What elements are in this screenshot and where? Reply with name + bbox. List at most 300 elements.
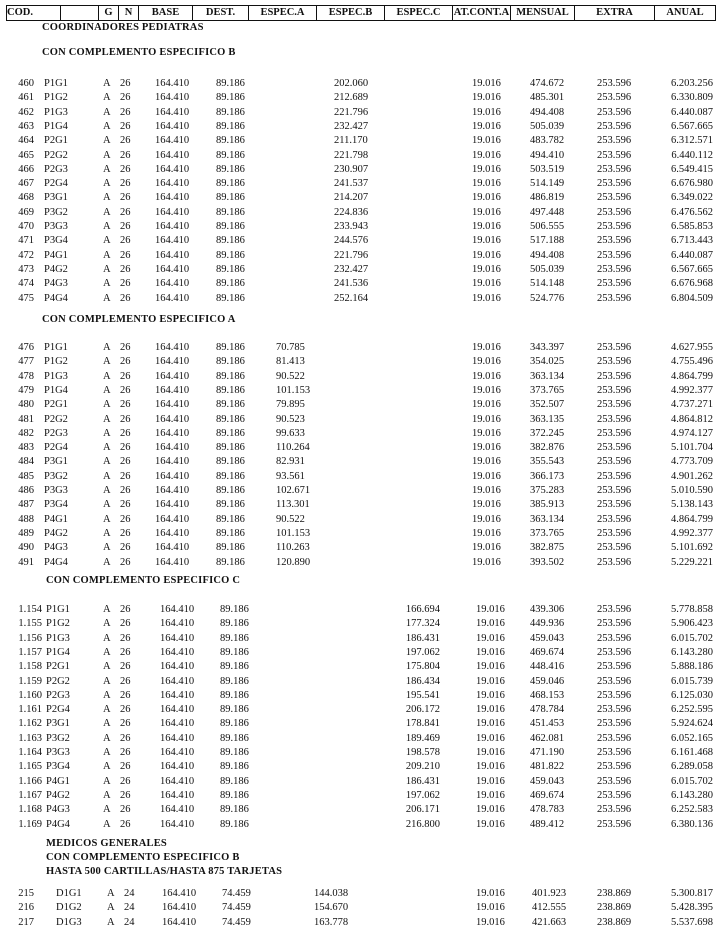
cell-especc: 216.800 bbox=[405, 818, 440, 830]
cell-cod: 472 bbox=[18, 249, 34, 261]
cell-dest: 89.186 bbox=[216, 235, 245, 247]
cell-atcont: 19.016 bbox=[472, 120, 501, 132]
cell-cat: D1G3 bbox=[56, 916, 82, 928]
table-row bbox=[0, 413, 720, 427]
cell-cat: P1G2 bbox=[44, 356, 68, 368]
cell-mensual: 468.153 bbox=[530, 689, 565, 701]
cell-atcont: 19.016 bbox=[476, 718, 505, 730]
cell-n: 26 bbox=[120, 789, 131, 801]
cell-especa: 101.153 bbox=[276, 384, 311, 396]
cell-atcont: 19.016 bbox=[472, 442, 501, 454]
cell-anual: 6.143.280 bbox=[671, 789, 713, 801]
cell-cat: P1G3 bbox=[44, 106, 68, 118]
cell-dest: 89.186 bbox=[216, 556, 245, 568]
cell-base: 164.410 bbox=[155, 556, 190, 568]
cell-cat: P3G4 bbox=[44, 499, 68, 511]
cell-cod: 217 bbox=[18, 916, 34, 928]
cell-base: 164.410 bbox=[160, 718, 195, 730]
cell-cod: 215 bbox=[18, 888, 34, 899]
cell-cod: 1.157 bbox=[18, 646, 42, 658]
cell-anual: 4.901.262 bbox=[671, 470, 713, 482]
section-title: CON COMPLEMENTO ESPECIFICO B bbox=[42, 47, 236, 58]
cell-cod: 483 bbox=[18, 442, 34, 454]
cell-cat: P1G3 bbox=[44, 370, 68, 382]
cell-cod: 1.165 bbox=[18, 761, 42, 773]
cell-n: 26 bbox=[120, 632, 131, 644]
cell-anual: 6.252.595 bbox=[671, 704, 713, 716]
cell-g: A bbox=[103, 249, 111, 261]
cell-g: A bbox=[103, 135, 111, 147]
table-row bbox=[0, 341, 720, 355]
cell-extra: 253.596 bbox=[597, 370, 632, 382]
cell-g: A bbox=[107, 888, 115, 899]
cell-g: A bbox=[103, 499, 111, 511]
cell-cod: 1.158 bbox=[18, 661, 42, 673]
cell-g: A bbox=[107, 902, 115, 914]
cell-anual: 4.773.709 bbox=[671, 456, 713, 468]
header-espec-c: ESPEC.C bbox=[385, 6, 453, 20]
cell-cat: P4G4 bbox=[44, 292, 68, 304]
cell-anual: 5.300.817 bbox=[671, 888, 713, 899]
cell-extra: 253.596 bbox=[597, 206, 632, 218]
cell-especb: 241.536 bbox=[334, 278, 369, 290]
cell-especb: 252.164 bbox=[334, 292, 369, 304]
cell-especb: 221.796 bbox=[334, 106, 369, 118]
cell-g: A bbox=[103, 413, 111, 425]
cell-dest: 89.186 bbox=[220, 689, 249, 701]
cell-anual: 6.252.583 bbox=[671, 804, 713, 816]
header-cod: COD. bbox=[7, 6, 61, 20]
cell-mensual: 382.875 bbox=[530, 542, 565, 554]
table-row bbox=[0, 556, 720, 570]
cell-atcont: 19.016 bbox=[476, 632, 505, 644]
cell-base: 164.410 bbox=[155, 235, 190, 247]
cell-mensual: 497.448 bbox=[530, 206, 565, 218]
cell-cod: 1.159 bbox=[18, 675, 42, 687]
cell-especa: 81.413 bbox=[276, 356, 305, 368]
cell-g: A bbox=[107, 916, 115, 928]
cell-n: 26 bbox=[120, 646, 131, 658]
cell-base: 164.410 bbox=[160, 761, 195, 773]
cell-atcont: 19.016 bbox=[476, 902, 505, 914]
cell-cat: P4G4 bbox=[44, 556, 68, 568]
cell-especa: 90.523 bbox=[276, 413, 305, 425]
cell-especb: 163.778 bbox=[314, 916, 349, 928]
cell-g: A bbox=[103, 485, 111, 496]
table-row bbox=[0, 384, 720, 398]
cell-atcont: 19.016 bbox=[476, 775, 505, 787]
cell-extra: 253.596 bbox=[597, 618, 632, 630]
cell-especb: 154.670 bbox=[314, 902, 349, 914]
cell-atcont: 19.016 bbox=[476, 618, 505, 630]
cell-g: A bbox=[103, 106, 111, 118]
cell-anual: 6.161.468 bbox=[671, 747, 713, 758]
cell-cod: 473 bbox=[18, 263, 34, 275]
table-row bbox=[0, 689, 720, 703]
cell-cod: 1.162 bbox=[18, 718, 42, 730]
cell-g: A bbox=[103, 675, 111, 687]
cell-especb: 224.836 bbox=[334, 206, 369, 218]
cell-cod: 1.155 bbox=[18, 618, 42, 630]
cell-mensual: 494.408 bbox=[530, 249, 565, 261]
cell-atcont: 19.016 bbox=[472, 485, 501, 496]
cell-base: 164.410 bbox=[155, 342, 190, 353]
cell-especa: 102.671 bbox=[276, 485, 311, 496]
cell-especc: 186.431 bbox=[405, 775, 440, 787]
cell-anual: 6.676.980 bbox=[671, 178, 713, 190]
cell-dest: 89.186 bbox=[216, 442, 245, 454]
cell-g: A bbox=[103, 384, 111, 396]
cell-g: A bbox=[103, 632, 111, 644]
cell-cat: D1G2 bbox=[56, 902, 82, 914]
cell-extra: 253.596 bbox=[597, 675, 632, 687]
cell-atcont: 19.016 bbox=[472, 513, 501, 525]
table-row bbox=[0, 498, 720, 512]
cell-especb: 232.427 bbox=[334, 263, 369, 275]
cell-dest: 89.186 bbox=[220, 704, 249, 716]
cell-atcont: 19.016 bbox=[472, 356, 501, 368]
cell-especb: 212.689 bbox=[334, 92, 369, 104]
cell-cod: 469 bbox=[18, 206, 34, 218]
cell-base: 164.410 bbox=[155, 120, 190, 132]
cell-g: A bbox=[103, 704, 111, 716]
cell-anual: 4.864.799 bbox=[671, 370, 713, 382]
table-row bbox=[0, 603, 720, 617]
cell-n: 26 bbox=[120, 235, 131, 247]
header-mensual: MENSUAL bbox=[511, 6, 575, 20]
cell-extra: 253.596 bbox=[597, 221, 632, 232]
table-row bbox=[0, 277, 720, 291]
cell-base: 164.410 bbox=[155, 399, 190, 411]
cell-cod: 475 bbox=[18, 292, 34, 304]
cell-extra: 253.596 bbox=[597, 556, 632, 568]
cell-n: 26 bbox=[120, 292, 131, 304]
cell-atcont: 19.016 bbox=[472, 135, 501, 147]
cell-mensual: 485.301 bbox=[530, 92, 565, 104]
cell-anual: 6.549.415 bbox=[671, 163, 713, 175]
cell-extra: 238.869 bbox=[597, 902, 632, 914]
cell-dest: 89.186 bbox=[216, 192, 245, 204]
cell-extra: 253.596 bbox=[597, 632, 632, 644]
cell-cod: 470 bbox=[18, 221, 34, 232]
cell-cat: P3G4 bbox=[46, 761, 70, 773]
table-row bbox=[0, 455, 720, 469]
cell-g: A bbox=[103, 646, 111, 658]
table-row bbox=[0, 541, 720, 555]
cell-extra: 253.596 bbox=[597, 761, 632, 773]
cell-n: 26 bbox=[120, 178, 131, 190]
cell-cod: 1.156 bbox=[18, 632, 42, 644]
cell-base: 164.410 bbox=[155, 513, 190, 525]
cell-cod: 461 bbox=[18, 92, 34, 104]
cell-anual: 6.052.165 bbox=[671, 732, 713, 744]
cell-anual: 5.101.692 bbox=[671, 542, 713, 554]
cell-base: 164.410 bbox=[155, 206, 190, 218]
table-row bbox=[0, 527, 720, 541]
cell-anual: 5.101.704 bbox=[671, 442, 713, 454]
header-espec-a: ESPEC.A bbox=[249, 6, 317, 20]
cell-dest: 89.186 bbox=[216, 106, 245, 118]
cell-n: 26 bbox=[120, 192, 131, 204]
group-title: COORDINADORES PEDIATRAS bbox=[42, 22, 204, 33]
cell-atcont: 19.016 bbox=[472, 470, 501, 482]
cell-especc: 206.171 bbox=[405, 804, 440, 816]
cell-g: A bbox=[103, 456, 111, 468]
cell-n: 26 bbox=[120, 485, 131, 496]
cell-dest: 89.186 bbox=[216, 221, 245, 232]
cell-atcont: 19.016 bbox=[472, 178, 501, 190]
cell-cat: P4G2 bbox=[46, 789, 70, 801]
cell-g: A bbox=[103, 263, 111, 275]
cell-dest: 89.186 bbox=[216, 278, 245, 290]
table-row bbox=[0, 775, 720, 789]
cell-atcont: 19.016 bbox=[476, 732, 505, 744]
cell-dest: 89.186 bbox=[220, 675, 249, 687]
cell-atcont: 19.016 bbox=[476, 789, 505, 801]
cell-anual: 5.537.698 bbox=[671, 916, 713, 928]
cell-especc: 195.541 bbox=[405, 689, 440, 701]
cell-mensual: 354.025 bbox=[530, 356, 565, 368]
cell-mensual: 494.408 bbox=[530, 106, 565, 118]
cell-cat: P4G2 bbox=[44, 263, 68, 275]
cell-extra: 253.596 bbox=[597, 78, 632, 89]
cell-dest: 89.186 bbox=[220, 732, 249, 744]
cell-mensual: 373.765 bbox=[530, 384, 565, 396]
cell-n: 26 bbox=[120, 413, 131, 425]
cell-cat: P2G2 bbox=[46, 675, 70, 687]
cell-atcont: 19.016 bbox=[472, 278, 501, 290]
cell-cod: 477 bbox=[18, 356, 34, 368]
cell-cod: 1.164 bbox=[18, 747, 42, 758]
cell-n: 26 bbox=[120, 163, 131, 175]
cell-cat: P1G4 bbox=[46, 646, 70, 658]
cell-cod: 471 bbox=[18, 235, 34, 247]
cell-n: 26 bbox=[120, 732, 131, 744]
cell-cod: 467 bbox=[18, 178, 34, 190]
cell-cod: 474 bbox=[18, 278, 34, 290]
cell-mensual: 478.784 bbox=[530, 704, 565, 716]
cell-cat: P4G3 bbox=[44, 542, 68, 554]
cell-especa: 90.522 bbox=[276, 370, 305, 382]
cell-n: 26 bbox=[120, 442, 131, 454]
cell-dest: 89.186 bbox=[220, 804, 249, 816]
cell-extra: 253.596 bbox=[597, 263, 632, 275]
cell-cod: 489 bbox=[18, 527, 34, 539]
cell-extra: 238.869 bbox=[597, 888, 632, 899]
cell-atcont: 19.016 bbox=[476, 661, 505, 673]
cell-extra: 253.596 bbox=[597, 120, 632, 132]
cell-base: 164.410 bbox=[160, 775, 195, 787]
cell-base: 164.410 bbox=[160, 732, 195, 744]
cell-n: 26 bbox=[120, 618, 131, 630]
cell-g: A bbox=[103, 178, 111, 190]
cell-n: 26 bbox=[120, 818, 131, 830]
cell-cod: 460 bbox=[18, 78, 34, 89]
cell-mensual: 505.039 bbox=[530, 120, 565, 132]
cell-cod: 488 bbox=[18, 513, 34, 525]
cell-extra: 253.596 bbox=[597, 646, 632, 658]
cell-dest: 89.186 bbox=[220, 661, 249, 673]
cell-extra: 253.596 bbox=[597, 135, 632, 147]
cell-especb: 214.207 bbox=[334, 192, 369, 204]
cell-cod: 479 bbox=[18, 384, 34, 396]
cell-especb: 221.796 bbox=[334, 249, 369, 261]
table-row bbox=[0, 703, 720, 717]
cell-base: 164.410 bbox=[160, 818, 195, 830]
cell-atcont: 19.016 bbox=[476, 916, 505, 928]
cell-mensual: 486.819 bbox=[530, 192, 565, 204]
cell-g: A bbox=[103, 542, 111, 554]
cell-anual: 6.676.968 bbox=[671, 278, 713, 290]
cell-mensual: 343.397 bbox=[530, 342, 565, 353]
cell-cod: 463 bbox=[18, 120, 34, 132]
cell-cat: P3G1 bbox=[46, 718, 70, 730]
table-row bbox=[0, 789, 720, 803]
cell-especc: 186.431 bbox=[405, 632, 440, 644]
cell-extra: 253.596 bbox=[597, 442, 632, 454]
cell-dest: 74.459 bbox=[222, 888, 251, 899]
cell-cod: 487 bbox=[18, 499, 34, 511]
cell-extra: 253.596 bbox=[597, 235, 632, 247]
cell-anual: 6.567.665 bbox=[671, 120, 713, 132]
table-row bbox=[0, 355, 720, 369]
cell-base: 164.410 bbox=[160, 646, 195, 658]
table-row bbox=[0, 220, 720, 234]
cell-base: 164.410 bbox=[155, 92, 190, 104]
cell-base: 164.410 bbox=[155, 470, 190, 482]
table-row bbox=[0, 263, 720, 277]
cell-mensual: 393.502 bbox=[530, 556, 565, 568]
cell-mensual: 439.306 bbox=[530, 604, 565, 615]
section-title: CON COMPLEMENTO ESPECIFICO C bbox=[46, 575, 241, 586]
cell-mensual: 382.876 bbox=[530, 442, 565, 454]
cell-mensual: 412.555 bbox=[532, 902, 567, 914]
cell-mensual: 451.453 bbox=[530, 718, 565, 730]
cell-anual: 6.585.853 bbox=[671, 221, 713, 232]
cell-atcont: 19.016 bbox=[476, 761, 505, 773]
cell-atcont: 19.016 bbox=[472, 106, 501, 118]
cell-dest: 89.186 bbox=[216, 78, 245, 89]
cell-atcont: 19.016 bbox=[472, 92, 501, 104]
cell-especc: 178.841 bbox=[405, 718, 440, 730]
section-title-line: CON COMPLEMENTO ESPECIFICO B bbox=[46, 852, 240, 863]
header-anual: ANUAL bbox=[666, 7, 704, 18]
table-row bbox=[0, 717, 720, 731]
cell-dest: 89.186 bbox=[220, 747, 249, 758]
cell-dest: 89.186 bbox=[220, 789, 249, 801]
cell-especb: 241.537 bbox=[334, 178, 369, 190]
cell-dest: 89.186 bbox=[216, 342, 245, 353]
header-n: N bbox=[119, 6, 139, 20]
cell-atcont: 19.016 bbox=[472, 370, 501, 382]
cell-mensual: 481.822 bbox=[530, 761, 565, 773]
cell-dest: 89.186 bbox=[216, 263, 245, 275]
cell-especa: 93.561 bbox=[276, 470, 305, 482]
header-dest: DEST. bbox=[193, 6, 249, 20]
cell-dest: 89.186 bbox=[220, 632, 249, 644]
cell-cod: 478 bbox=[18, 370, 34, 382]
table-row bbox=[0, 660, 720, 674]
cell-anual: 4.974.127 bbox=[671, 427, 713, 439]
cell-dest: 89.186 bbox=[220, 775, 249, 787]
cell-base: 164.410 bbox=[155, 106, 190, 118]
cell-cat: P2G4 bbox=[46, 704, 70, 716]
cell-n: 26 bbox=[120, 513, 131, 525]
cell-dest: 89.186 bbox=[216, 499, 245, 511]
cell-mensual: 478.783 bbox=[530, 804, 565, 816]
cell-n: 26 bbox=[120, 542, 131, 554]
cell-especa: 70.785 bbox=[276, 342, 305, 353]
cell-g: A bbox=[103, 747, 111, 758]
cell-extra: 253.596 bbox=[597, 342, 632, 353]
cell-n: 26 bbox=[120, 689, 131, 701]
cell-anual: 6.804.509 bbox=[671, 292, 713, 304]
cell-base: 164.410 bbox=[155, 370, 190, 382]
cell-base: 164.410 bbox=[155, 542, 190, 554]
cell-cat: P3G3 bbox=[44, 221, 68, 232]
cell-especc: 206.172 bbox=[405, 704, 440, 716]
cell-especb: 221.798 bbox=[334, 149, 369, 161]
header-base: BASE bbox=[139, 6, 193, 20]
cell-atcont: 19.016 bbox=[476, 689, 505, 701]
cell-base: 164.410 bbox=[155, 149, 190, 161]
cell-especb: 230.907 bbox=[334, 163, 369, 175]
cell-cat: P1G2 bbox=[44, 92, 68, 104]
cell-especc: 166.694 bbox=[405, 604, 440, 615]
cell-cat: P1G3 bbox=[46, 632, 70, 644]
cell-atcont: 19.016 bbox=[476, 646, 505, 658]
header-at-cont-a: AT.CONT.A bbox=[453, 7, 510, 18]
cell-cat: P3G2 bbox=[44, 206, 68, 218]
cell-base: 164.410 bbox=[155, 527, 190, 539]
cell-dest: 89.186 bbox=[216, 163, 245, 175]
cell-cat: D1G1 bbox=[56, 888, 82, 899]
cell-extra: 253.596 bbox=[597, 775, 632, 787]
cell-dest: 89.186 bbox=[216, 149, 245, 161]
cell-anual: 6.380.136 bbox=[671, 818, 713, 830]
cell-g: A bbox=[103, 661, 111, 673]
cell-dest: 89.186 bbox=[216, 470, 245, 482]
cell-dest: 89.186 bbox=[220, 818, 249, 830]
cell-extra: 253.596 bbox=[597, 513, 632, 525]
header-extra: EXTRA bbox=[575, 6, 655, 20]
table-row bbox=[0, 818, 720, 832]
cell-anual: 6.349.022 bbox=[671, 192, 713, 204]
cell-extra: 253.596 bbox=[597, 356, 632, 368]
cell-cat: P3G1 bbox=[44, 192, 68, 204]
cell-extra: 253.596 bbox=[597, 192, 632, 204]
cell-anual: 6.203.256 bbox=[671, 78, 713, 89]
cell-cat: P3G3 bbox=[44, 485, 68, 496]
cell-atcont: 19.016 bbox=[472, 427, 501, 439]
cell-extra: 253.596 bbox=[597, 384, 632, 396]
cell-extra: 253.596 bbox=[597, 92, 632, 104]
cell-g: A bbox=[103, 92, 111, 104]
cell-cat: P2G2 bbox=[44, 149, 68, 161]
cell-base: 164.410 bbox=[160, 661, 195, 673]
cell-dest: 89.186 bbox=[216, 413, 245, 425]
cell-n: 26 bbox=[120, 604, 131, 615]
cell-n: 26 bbox=[120, 92, 131, 104]
cell-n: 26 bbox=[120, 661, 131, 673]
section-title-line: HASTA 500 CARTILLAS/HASTA 875 TARJETAS bbox=[46, 866, 283, 877]
cell-cat: P3G4 bbox=[44, 235, 68, 247]
cell-cod: 466 bbox=[18, 163, 34, 175]
cell-n: 26 bbox=[120, 427, 131, 439]
cell-mensual: 524.776 bbox=[530, 292, 565, 304]
cell-base: 164.410 bbox=[155, 192, 190, 204]
cell-g: A bbox=[103, 292, 111, 304]
